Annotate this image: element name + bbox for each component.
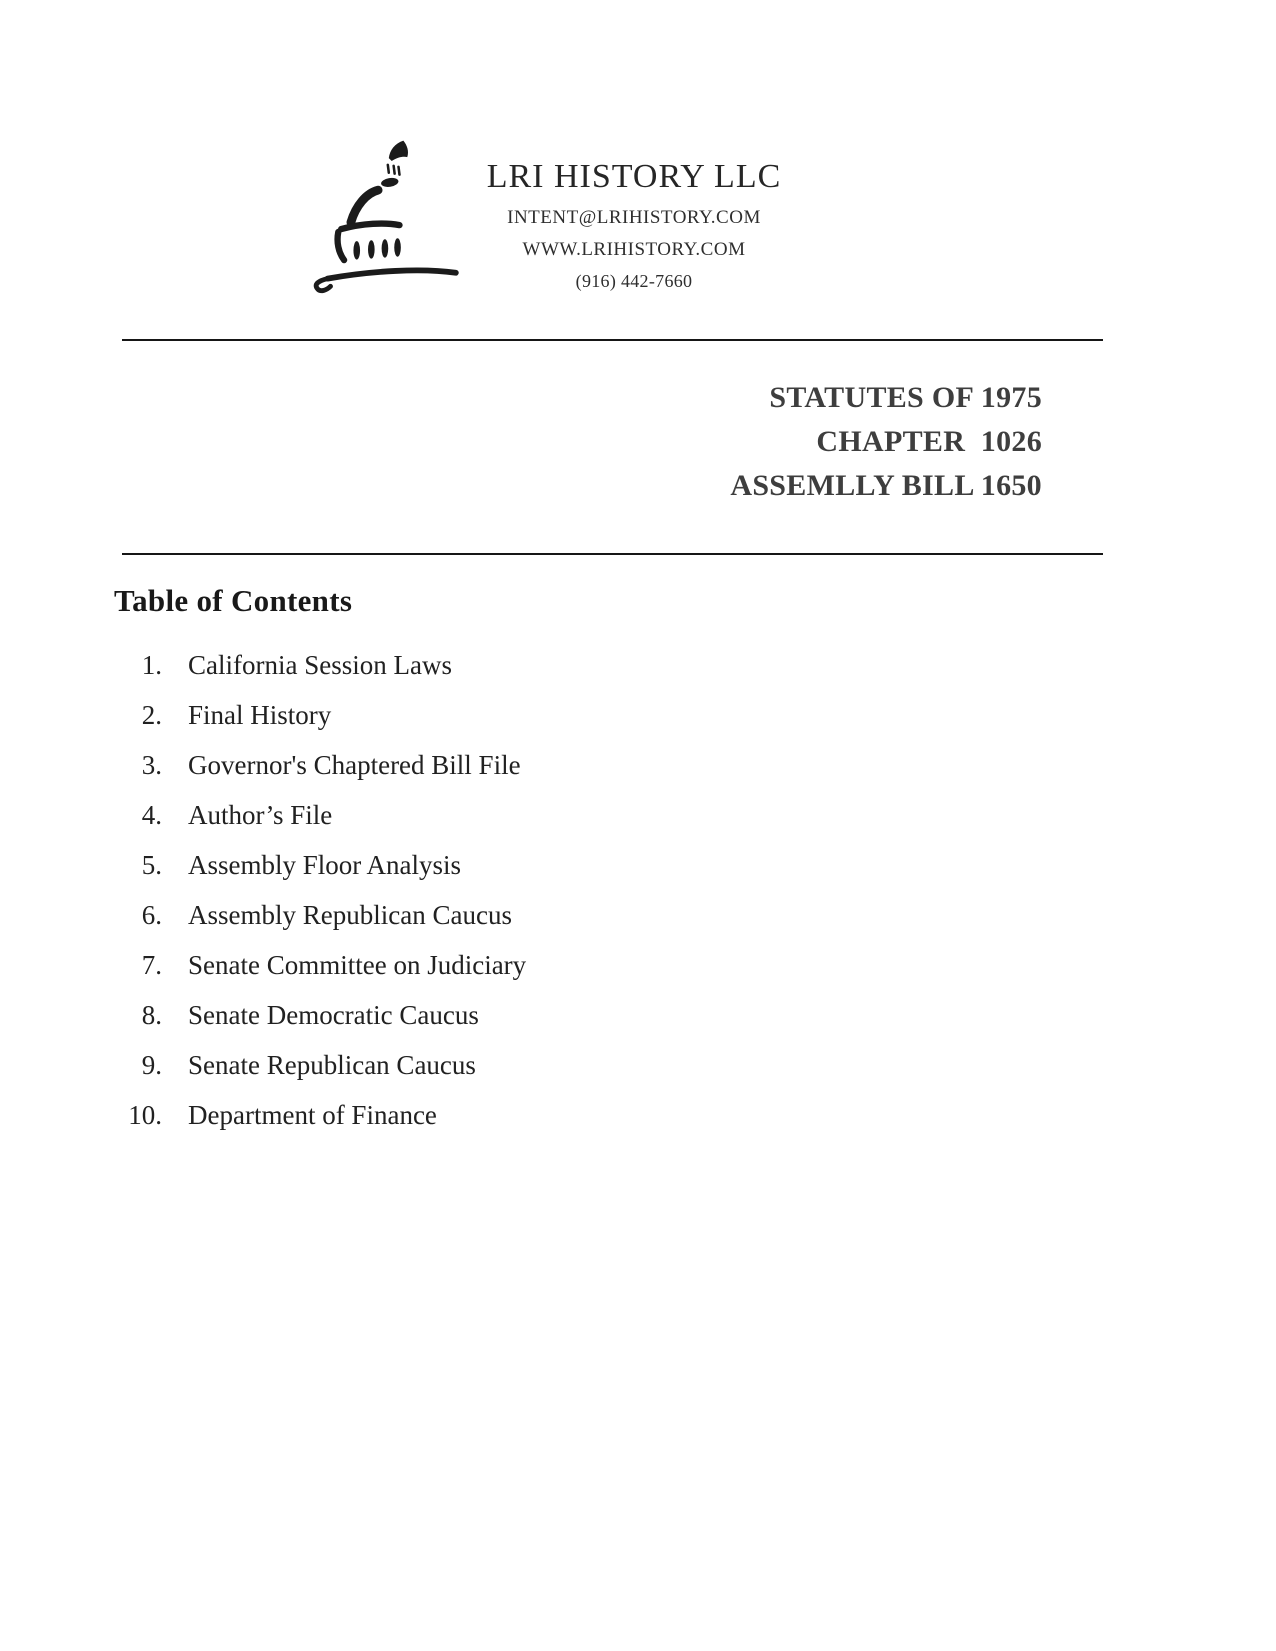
toc-item-text: Governor's Chaptered Bill File — [188, 750, 521, 780]
toc-item-number: 6. — [141, 900, 162, 930]
toc-item — [0, 890, 900, 940]
toc-item — [0, 940, 900, 990]
toc-item — [0, 790, 900, 840]
toc-item — [0, 1090, 900, 1140]
toc-item-number: 5. — [141, 850, 162, 880]
toc-item — [0, 840, 900, 890]
divider-rule-top — [122, 339, 1103, 341]
company-phone: (916) 442-7660 — [575, 271, 693, 291]
toc-item — [0, 640, 900, 690]
toc-item-number: 7. — [141, 950, 162, 980]
toc-heading: Table of Contents — [114, 583, 353, 618]
toc-item-number: 1. — [141, 650, 162, 680]
toc-item-number: 9. — [141, 1050, 162, 1080]
toc-item-text: Author’s File — [188, 800, 333, 830]
title-chapter: CHAPTER 1026 — [816, 425, 1042, 458]
toc-item — [0, 740, 900, 790]
toc-list — [0, 640, 900, 1140]
toc-item-text: Department of Finance — [188, 1100, 437, 1130]
toc-item-text: Assembly Floor Analysis — [188, 850, 462, 880]
toc-item-number: 4. — [141, 800, 162, 830]
title-assembly-bill: ASSEMLLY BILL 1650 — [730, 469, 1042, 502]
toc-item-number: 8. — [141, 1000, 162, 1030]
toc-item — [0, 990, 900, 1040]
letterhead — [454, 160, 814, 290]
toc-item — [0, 1040, 900, 1090]
company-email: INTENT@LRIHISTORY.COM — [507, 207, 761, 228]
toc-item-text: Assembly Republican Caucus — [188, 900, 512, 930]
toc-item-text: Senate Committee on Judiciary — [188, 950, 527, 980]
toc-item-number: 10. — [128, 1100, 162, 1130]
company-name: LRI HISTORY LLC — [486, 158, 782, 195]
toc-item-number: 2. — [141, 700, 162, 730]
divider-rule-bottom — [122, 553, 1103, 555]
toc-item — [0, 690, 900, 740]
toc-item-text: California Session Laws — [188, 650, 452, 680]
toc-item-number: 3. — [141, 750, 162, 780]
toc-item-text: Senate Democratic Caucus — [188, 1000, 479, 1030]
toc-item-text: Senate Republican Caucus — [188, 1050, 476, 1080]
toc-item-text: Final History — [188, 700, 332, 730]
title-statutes: STATUTES OF 1975 — [769, 381, 1042, 414]
document-title-block — [500, 376, 1042, 508]
capitol-dome-logo-icon — [292, 128, 472, 298]
company-website: WWW.LRIHISTORY.COM — [522, 239, 746, 260]
